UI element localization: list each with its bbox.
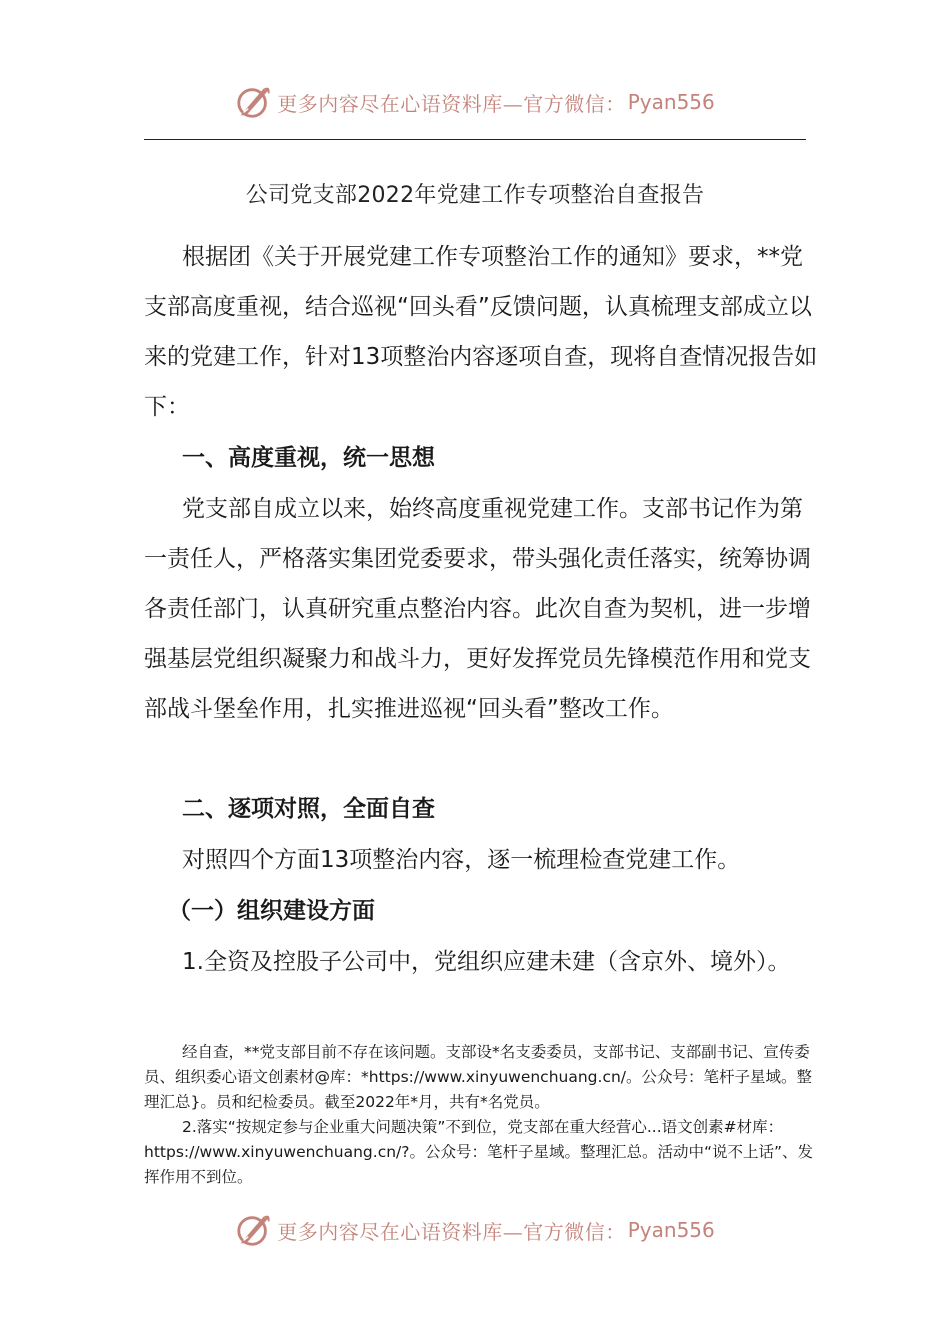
section2-text: 对照四个方面13项整治内容，逐一梳理检查党建工作。: [182, 847, 741, 873]
note2-paragraph: [144, 1115, 820, 1190]
document-title: 公司党支部2022年党建工作专项整治自查报告: [245, 183, 705, 208]
intro-paragraph: [144, 232, 820, 432]
section1-heading: 一、高度重视，统一思想: [182, 445, 435, 471]
item1-paragraph: [144, 937, 820, 987]
section1-paragraph: [144, 484, 820, 734]
note1-paragraph: [144, 1040, 820, 1115]
subsection1-heading: （一）组织建设方面: [168, 898, 375, 924]
banner-text: 更多内容尽在心语资料库—官方微信：: [277, 1219, 626, 1244]
section2-heading: 二、逐项对照，全面自查: [182, 796, 435, 822]
header-watermark-banner: [0, 82, 950, 122]
section2-heading-block: [144, 784, 820, 834]
banner-wechat-id: Pyan556: [627, 90, 715, 114]
note1-text: 经自查，**党支部目前不存在该问题。支部设*名支委委员，支部书记、支部副书记、宣传委员、组织委心语文创素材@库：*https://www.xinyuwenchuang.cn/。公众号：笔杆子星域。整理汇总}。员和纪检委员。截至2022年*月，共有*名党员。: [144, 1043, 813, 1111]
banner-text: 更多内容尽在心语资料库—官方微信：: [277, 91, 626, 116]
footer-watermark-banner: [0, 1210, 950, 1250]
section1-heading-block: [144, 433, 820, 483]
header-divider: [144, 139, 806, 140]
quill-logo-icon: [235, 83, 273, 121]
note2-text: 2.落实“按规定参与企业重大问题决策”不到位，党支部在重大经营心...语文创素#材库：https://www.xinyuwenchuang.cn/?。公众号：笔杆子星域。整理汇总。活动中“说不上话”、发挥作用不到位。: [144, 1118, 814, 1186]
subsection1-heading-block: [144, 886, 820, 936]
banner-wechat-id: Pyan556: [627, 1218, 715, 1242]
section2-paragraph: [144, 835, 820, 885]
intro-text: 根据团《关于开展党建工作专项整治工作的通知》要求，**党支部高度重视，结合巡视“回头看”反馈问题，认真梳理支部成立以来的党建工作，针对13项整治内容逐项自查，现将自查情况报告如下：: [144, 244, 818, 420]
section1-text: 党支部自成立以来，始终高度重视党建工作。支部书记作为第一责任人，严格落实集团党委要求，带头强化责任落实，统筹协调各责任部门，认真研究重点整治内容。此次自查为契机，进一步增强基层党组织凝聚力和战斗力，更好发挥党员先锋模范作用和党支部战斗堡垒作用，扎实推进巡视“回头看”整改工作。: [144, 496, 811, 722]
quill-logo-icon: [235, 1211, 273, 1249]
item1-text: 1.全资及控股子公司中，党组织应建未建（含京外、境外）。: [182, 949, 791, 975]
